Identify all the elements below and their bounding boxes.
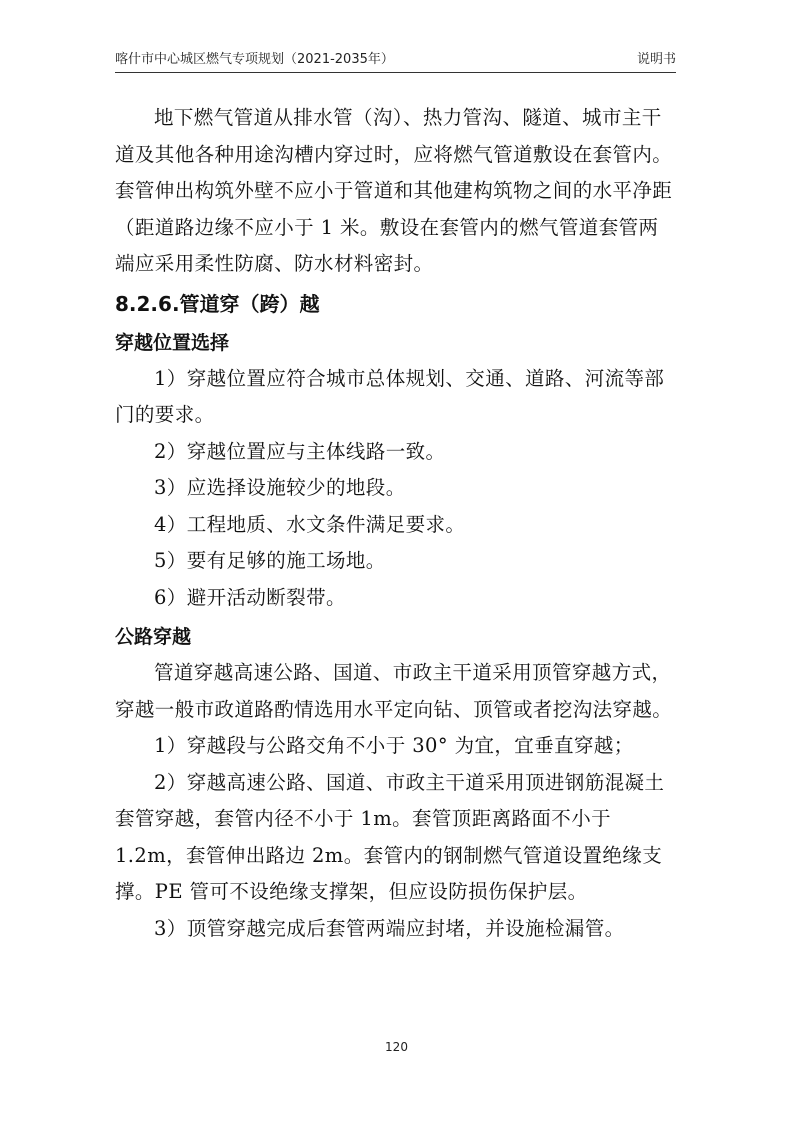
list-item: 1）穿越位置应符合城市总体规划、交通、道路、河流等部门的要求。 — [115, 366, 665, 426]
subsection-title-road-crossing: 公路穿越 — [115, 626, 192, 648]
page-number: 120 — [385, 1040, 408, 1054]
list-item: 5）要有足够的施工场地。 — [154, 549, 386, 572]
page-content — [115, 100, 677, 947]
document-type: 说明书 — [636, 52, 676, 67]
list-item: 6）避开活动断裂带。 — [154, 585, 346, 609]
list-item: 2）穿越高速公路、国道、市政主干道采用顶进钢筋混凝土套管穿越，套管内径不小于 1m。套管顶距离路面不小于 1.2m，套管伸出路边 2m。套管内的钢制燃气管道设置绝缘支撑。PE 管可不设绝缘支撑架，但应设防损伤保护层。 — [115, 770, 665, 903]
document-title: 喀什市中心城区燃气专项规划（2021-2035年） — [115, 52, 394, 67]
page-header — [115, 46, 676, 73]
list-item: 2）穿越位置应与主体线路一致。 — [154, 439, 446, 463]
subsection-title-crossing-location: 穿越位置选择 — [115, 331, 230, 354]
section-heading: 8.2.6.管道穿（跨）越 — [115, 291, 320, 316]
list-item: 3）应选择设施较少的地段。 — [154, 476, 406, 499]
road-crossing-intro: 管道穿越高速公路、国道、市政主干道采用顶管穿越方式，穿越一般市政道路酌情选用水平定向钻、顶管或者挖沟法穿越。 — [115, 661, 673, 721]
list-item: 4）工程地质、水文条件满足要求。 — [154, 512, 466, 536]
list-item: 3）顶管穿越完成后套管两端应封堵，并设施检漏管。 — [154, 916, 625, 940]
intro-paragraph: 地下燃气管道从排水管（沟）、热力管沟、隧道、城市主干道及其他各种用途沟槽内穿过时，应将燃气管道敷设在套管内。套管伸出构筑外壁不应小于管道和其他建构筑物之间的水平净距（距道路边缘不应小于 1 米。敷设在套管内的燃气管道套管两端应采用柔性防腐、防水材料密封。 — [115, 106, 673, 275]
list-item: 1）穿越段与公路交角不小于 30° 为宜，宜垂直穿越； — [154, 734, 634, 757]
